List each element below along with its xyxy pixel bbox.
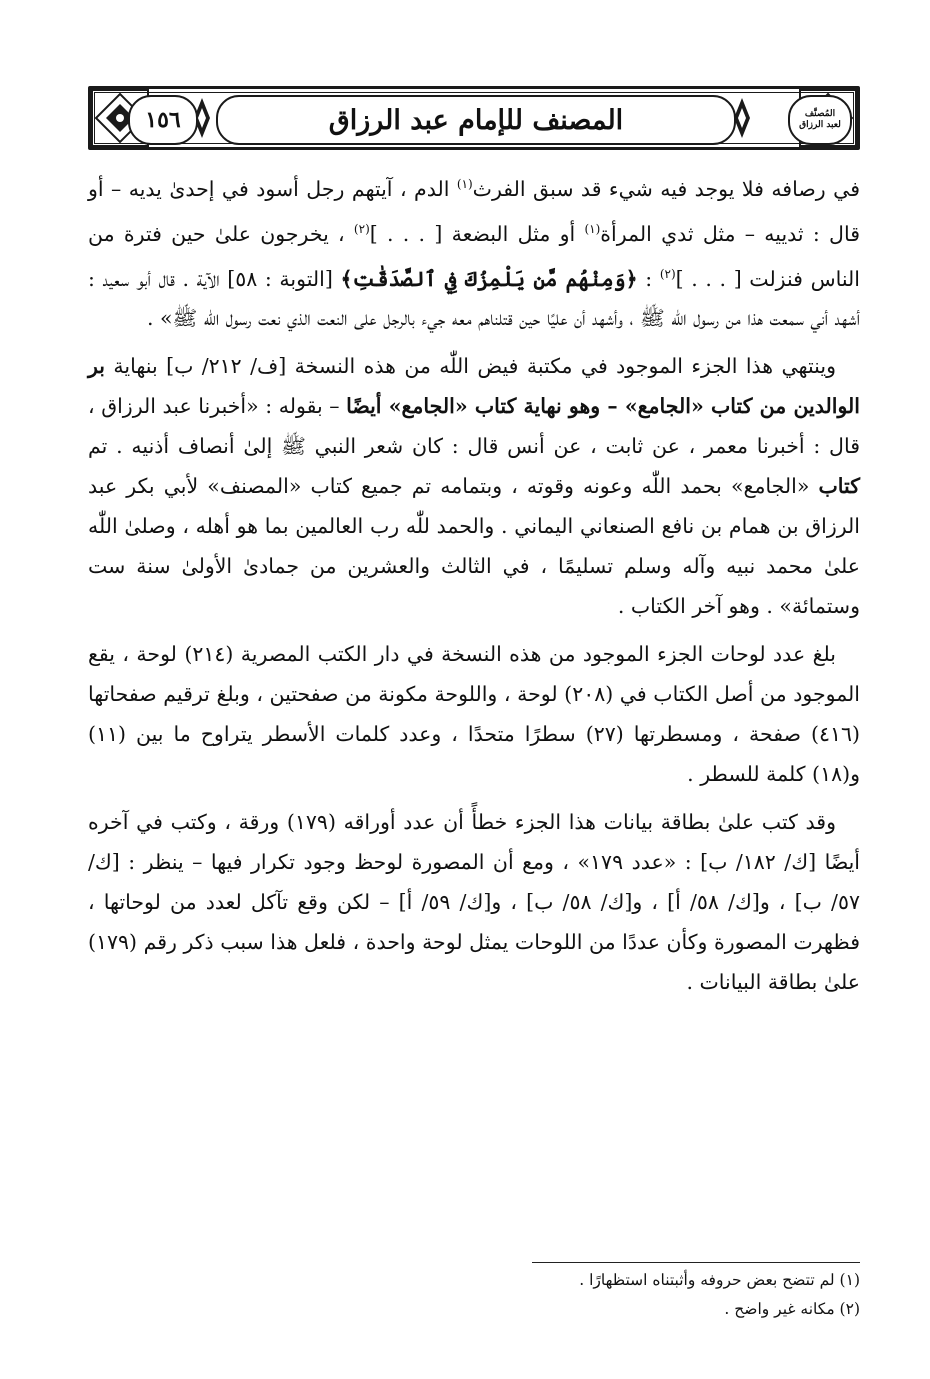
footnotes <box>88 1266 860 1324</box>
footnote-1: (١) لم تتضح بعض حروفه وأثبتناه استظهارًا . <box>579 1271 860 1289</box>
text-segment: أو مثل البضعة [ . . . ] <box>369 221 585 246</box>
text-segment: ، يخرجون علىٰ حين فترة من الناس فنزلت [ . . . ] <box>88 221 860 291</box>
page-number-text: ١٥٦ <box>145 107 181 133</box>
footnote-marker: (١) <box>456 177 473 191</box>
paragraph <box>88 634 860 794</box>
paragraph <box>88 802 860 1002</box>
text-segment: – بقوله : «أخبرنا عبد الرزاق ، قال : أخبرنا معمر ، عن ثابت ، عن أنس قال : كان شعر النبي ﷺ إلىٰ أنصاف أذنيه . تم <box>88 394 860 459</box>
paragraph <box>88 346 860 626</box>
text-segment: : <box>637 266 660 291</box>
text-segment: الدم ، آيتهم رجل أسود في إحدىٰ يديه – أو قال : ثدييه – مثل ثدي المرأة <box>88 176 860 246</box>
footnote-marker: (١) <box>584 221 601 236</box>
text-segment: كتاب <box>818 474 860 499</box>
main-text <box>88 164 860 1010</box>
text-segment: «الجامع» بحمد اللّٰه وعونه وقوته ، وبتمامه تم جميع كتاب «المصنف» لأبي بكر عبد الرزاق بن همام بن نافع الصنعاني اليماني . والحمد للّٰه رب العالمين بما هو أهله ، وصلىٰ اللّٰه علىٰ محمد نبيه وآله وسلم تسليمًا ، في الثالث والعشرين من جمادىٰ الأولىٰ سنة ست وستمائة» . وهو آخر الكتاب . <box>88 474 860 619</box>
text-segment: وينتهي هذا الجزء الموجود في مكتبة فيض اللّٰه من هذه النسخة [ف/ ٢١٢/ ب] بنهاية <box>105 354 836 379</box>
paragraph <box>88 164 860 338</box>
text-segment: [التوبة : ٥٨] الآية . قال أبو سعيد : أشهد أني سمعت هذا من رسول اللّٰه ﷺ ، وأشهد أن عليًا حين قتلناهم معه جيء بالرجل على النعت الذي نعت رسول اللّٰه ﷺ» . <box>88 266 860 331</box>
seal-line-1: المُصنَّف <box>804 109 836 119</box>
footnote-marker: (٢) <box>353 221 370 236</box>
text-segment: في رصافه فلا يوجد فيه شيء قد سبق الفرث <box>472 176 860 201</box>
footnote-2: (٢) مكانه غير واضح . <box>724 1300 860 1318</box>
running-title-text: المصنف للإمام عبد الرزاق <box>328 104 624 136</box>
text-segment: وقد كتب علىٰ بطاقة بيانات هذا الجزء خطأً أن عدد أوراقه (١٧٩) ورقة ، وكتب في آخره أيضًا [ك/ ١٨٢/ ب] : «عدد ١٧٩» ، ومع أن المصورة لوحظ وجود تكرار فيها – ينظر : [ك/ ٥٧/ ب] ، و[ك/ ٥٨/ أ] ، و[ك/ ٥٨/ ب] ، و[ك/ ٥٩/ أ] – لكن وقع تآكل لعدد من لوحاتها ، فظهرت المصورة وكأن عددًا من اللوحات يمثل لوحة واحدة ، فلعل هذا سبب ذكر رقم (١٧٩) علىٰ بطاقة البيانات . <box>88 810 861 995</box>
text-segment: بلغ عدد لوحات الجزء الموجود من هذه النسخة في دار الكتب المصرية (٢١٤) لوحة ، يقع الموجود من أصل الكتاب في (٢٠٨) لوحة ، واللوحة مكونة من صفحتين ، وبلغ ترقيم صفحاتها (٤١٦) صفحة ، ومسطرتها (٢٧) سطرًا متحدًا ، وعدد كلمات الأسطر يتراوح ما بين (١١) و(١٨) كلمة للسطر . <box>88 642 861 787</box>
page-number <box>128 95 198 145</box>
quran-verse: ﴿وَمِنْهُم مَّن يَلْمِزُكَ فِي ٱلصَّدَقَٰتِ﴾ <box>340 266 638 291</box>
footnote-separator <box>532 1262 860 1263</box>
seal-line-2: لعبد الرزاق <box>799 120 841 130</box>
text-segment: بر الوالدين من كتاب «الجامع» – وهو نهاية كتاب «الجامع» أيضًا <box>88 354 860 419</box>
footnote-marker: (٢) <box>659 266 676 281</box>
page-header <box>88 86 860 150</box>
running-title <box>216 95 736 145</box>
book-seal <box>788 95 852 145</box>
